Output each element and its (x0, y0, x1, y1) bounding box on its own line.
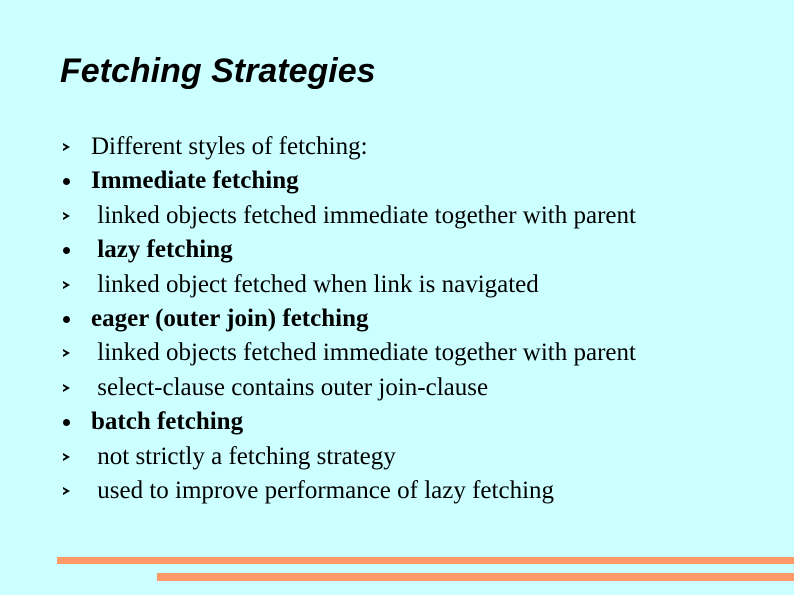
arrow-icon (61, 268, 75, 302)
accent-bar-bottom (157, 573, 794, 581)
bullet-list (0, 130, 794, 508)
list-item (0, 371, 794, 405)
bullet-text: eager (outer join) fetching (91, 304, 369, 332)
bullet-text: Different styles of fetching: (91, 133, 368, 160)
dot-icon (61, 164, 75, 198)
list-item (0, 164, 794, 198)
bullet-text: Immediate fetching (91, 167, 299, 195)
arrow-icon (61, 440, 75, 474)
arrow-icon (61, 474, 75, 508)
list-item (0, 130, 794, 164)
list-item (0, 336, 794, 370)
arrow-icon (61, 130, 75, 164)
bullet-text: select-clause contains outer join-clause (91, 373, 489, 401)
dot-icon (61, 302, 75, 336)
list-item (0, 199, 794, 233)
list-item (0, 474, 794, 508)
dot-icon (61, 233, 75, 267)
arrow-icon (61, 199, 75, 233)
list-item (0, 302, 794, 336)
bullet-text: linked objects fetched immediate together with parent (91, 339, 636, 367)
bullet-text: linked objects fetched immediate together with parent (91, 201, 636, 229)
list-item (0, 440, 794, 474)
bullet-text: not strictly a fetching strategy (91, 442, 396, 470)
dot-icon (61, 405, 75, 439)
slide-title: Fetching Strategies (60, 52, 376, 90)
list-item (0, 268, 794, 302)
arrow-icon (61, 336, 75, 370)
bullet-text: batch fetching (91, 408, 244, 436)
accent-bar-top (57, 557, 794, 564)
bullet-text: lazy fetching (91, 236, 233, 264)
bullet-text: linked object fetched when link is navigated (91, 270, 539, 298)
bullet-text: used to improve performance of lazy fetching (91, 476, 555, 504)
list-item (0, 405, 794, 439)
arrow-icon (61, 371, 75, 405)
list-item (0, 233, 794, 267)
